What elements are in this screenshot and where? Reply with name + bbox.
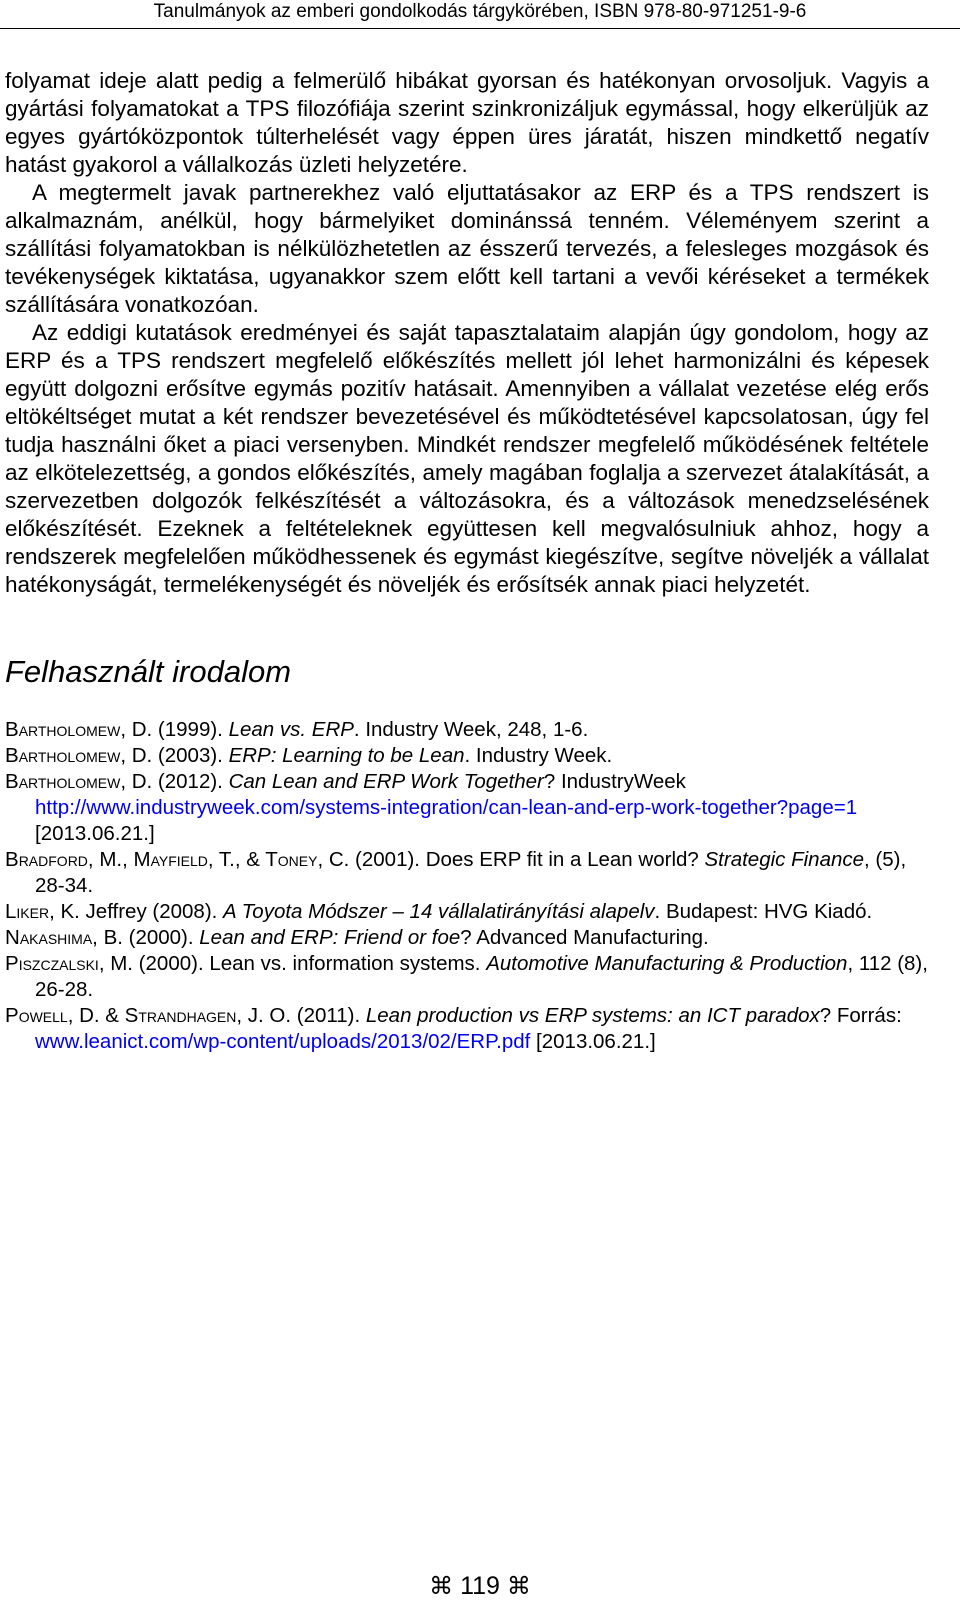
reference-item: Bartholomew, D. (1999). Lean vs. ERP. Industry Week, 248, 1-6.	[5, 718, 589, 741]
reference-item: Piszczalski, M. (2000). Lean vs. information systems. Automotive Manufacturing & Production, 112 (8), 26-28.	[5, 952, 928, 1001]
reference-item: Nakashima, B. (2000). Lean and ERP: Friend or foe? Advanced Manufacturing.	[5, 926, 709, 949]
command-symbol-icon: ⌘	[429, 1572, 454, 1600]
page-body	[5, 67, 929, 1055]
reference-list	[5, 717, 929, 1055]
reference-link[interactable]: http://www.industryweek.com/systems-integration/can-lean-and-erp-work-together?page=1	[35, 796, 858, 819]
command-symbol-icon: ⌘	[506, 1572, 531, 1600]
paragraph-2: A megtermelt javak partnerekhez való eljuttatásakor az ERP és a TPS rendszert is alkalmaznám, anélkül, hogy bármelyiket dominánssá tenném. Véleményem szerint a szállítási folyamatokban is nélkülözhetetlen az ésszerű tervezés, a felesleges mozgások és tevékenységek kiktatása, ugyanakkor szem előtt kell tartani a vevői kéréseket a termékek szállítására vonatkozóan.	[5, 180, 929, 317]
page-number: 119	[460, 1572, 500, 1600]
reference-link[interactable]: www.leanict.com/wp-content/uploads/2013/02/ERP.pdf	[35, 1030, 531, 1053]
reference-item: Bradford, M., Mayfield, T., & Toney, C. (2001). Does ERP fit in a Lean world? Strategic Finance, (5), 28-34.	[5, 848, 907, 897]
reference-item: Bartholomew, D. (2003). ERP: Learning to be Lean. Industry Week.	[5, 744, 613, 767]
paragraph-1: folyamat ideje alatt pedig a felmerülő hibákat gyorsan és hatékonyan orvosoljuk. Vagyis a gyártási folyamatokat a TPS filozófiája szerint szinkronizáljuk egymással, hogy elkerüljük az egyes gyártóközpontok túlterhelését vagy éppen üres járatát, hiszen mindkettő negatív hatást gyakorol a vállalkozás üzleti helyzetére.	[5, 68, 929, 177]
paragraph-3: Az eddigi kutatások eredményei és saját tapasztalataim alapján úgy gondolom, hogy az ERP és a TPS rendszert megfelelő előkészítés mellett jól lehet harmonizálni és képesek együtt dolgozni erősítve egymás pozitív hatásait. Amennyiben a vállalat vezetése elég erős eltökéltséget mutat a két rendszer bevezetésével és működtetésével kapcsolatosan, úgy fel tudja használni őket a piaci versenyben. Mindkét rendszer megfelelő működésének feltétele az elkötelezettség, a gondos előkészítés, amely magában foglalja a szervezet átalakítását, a szervezetben dolgozók felkészítését a változásokra, és a változások menedzselésének előkészítését. Ezeknek a feltételeknek együttesen kell megvalósulniuk ahhoz, hogy a rendszerek megfelelően működhessenek és egymást kiegészítve, segítve növeljék a vállalat hatékonyságát, termelékenységét és növeljék és erősítsék annak piaci helyzetét.	[5, 320, 929, 597]
reference-item: Powell, D. & Strandhagen, J. O. (2011). Lean production vs ERP systems: an ICT paradox? Forrás: www.leanict.com/wp-content/uploads/2013/02/ERP.pdf [2013.06.21.]	[5, 1004, 902, 1053]
reference-item: Liker, K. Jeffrey (2008). A Toyota Módszer – 14 vállalatirányítási alapelv. Budapest: HVG Kiadó.	[5, 900, 873, 923]
references-heading: Felhasznált irodalom	[5, 654, 292, 689]
page-footer	[0, 1570, 960, 1602]
reference-item: Bartholomew, D. (2012). Can Lean and ERP Work Together? IndustryWeek http://www.industryweek.com/systems-integration/can-lean-and-erp-work-together?page=1 [2013.06.21.]	[5, 770, 858, 845]
running-title: Tanulmányok az emberi gondolkodás tárgykörében, ISBN 978-80-971251-9-6	[153, 1, 807, 22]
running-header	[0, 0, 960, 29]
